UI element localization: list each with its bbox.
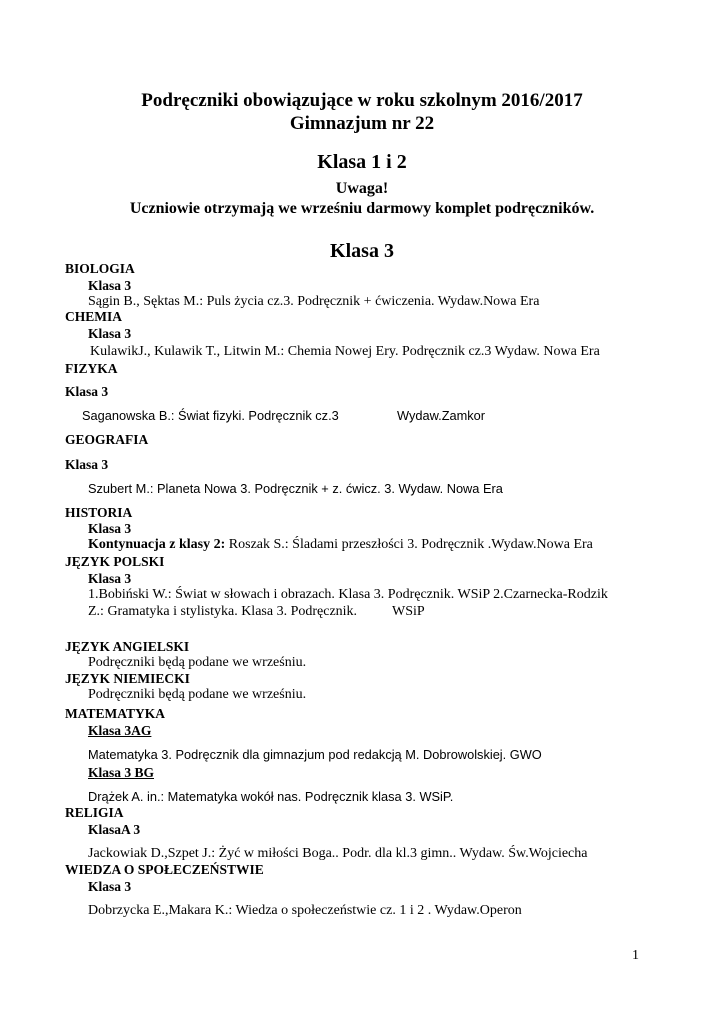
school-name: Gimnazjum nr 22	[289, 113, 435, 134]
matematyka-klasa-bg: Klasa 3 BG	[88, 765, 155, 780]
subject-niemiecki: JĘZYK NIEMIECKI	[65, 671, 190, 686]
notice-label: Uwaga!	[335, 180, 389, 197]
class-heading-3: Klasa 3	[330, 240, 394, 262]
chemia-book: KulawikJ., Kulawik T., Litwin M.: Chemia Nowej Ery. Podręcznik cz.3 Wydaw. Nowa Era	[90, 344, 600, 359]
polski-book-publisher: WSiP	[392, 604, 425, 619]
subject-angielski: JĘZYK ANGIELSKI	[65, 639, 190, 654]
geografia-klasa: Klasa 3	[65, 457, 109, 472]
wos-book: Dobrzycka E.,Makara K.: Wiedza o społeczeństwie cz. 1 i 2 . Wydaw.Operon	[88, 903, 522, 918]
subject-fizyka: FIZYKA	[65, 361, 118, 376]
matematyka-book-ag: Matematyka 3. Podręcznik dla gimnazjum pod redakcją M. Dobrowolskiej. GWO	[88, 747, 542, 762]
chemia-klasa: Klasa 3	[88, 326, 132, 341]
niemiecki-note: Podręczniki będą podane we wrześniu.	[88, 687, 307, 702]
class-heading-1-2: Klasa 1 i 2	[317, 151, 407, 173]
fizyka-klasa: Klasa 3	[65, 384, 109, 399]
historia-book-line	[88, 537, 593, 553]
subject-geografia: GEOGRAFIA	[65, 432, 149, 447]
matematyka-book-bg: Drążek A. in.: Matematyka wokół nas. Podręcznik klasa 3. WSiP.	[88, 789, 454, 804]
wos-klasa: Klasa 3	[88, 879, 132, 894]
religia-klasa: KlasaA 3	[88, 822, 141, 837]
subject-biologia: BIOLOGIA	[65, 261, 135, 276]
historia-book: Roszak S.: Śladami przeszłości 3. Podręcznik .Wydaw.Nowa Era	[225, 537, 593, 552]
polski-book-line2: Z.: Gramatyka i stylistyka. Klasa 3. Podręcznik.	[88, 604, 358, 619]
subject-wos: WIEDZA O SPOŁECZEŃSTWIE	[65, 862, 264, 877]
fizyka-book: Saganowska B.: Świat fizyki. Podręcznik cz.3	[82, 408, 339, 423]
subject-chemia: CHEMIA	[65, 309, 122, 324]
angielski-note: Podręczniki będą podane we wrześniu.	[88, 655, 307, 670]
religia-book: Jackowiak D.,Szpet J.: Żyć w miłości Boga.. Podr. dla kl.3 gimn.. Wydaw. Św.Wojciecha	[88, 846, 588, 861]
polski-book-line1: 1.Bobiński W.: Świat w słowach i obrazach. Klasa 3. Podręcznik. WSiP 2.Czarnecka-Rodzik	[88, 587, 608, 602]
subject-religia: RELIGIA	[65, 805, 124, 820]
subject-polski: JĘZYK POLSKI	[65, 554, 165, 569]
matematyka-klasa-ag: Klasa 3AG	[88, 723, 152, 738]
geografia-book: Szubert M.: Planeta Nowa 3. Podręcznik + z. ćwicz. 3. Wydaw. Nowa Era	[88, 481, 503, 496]
subject-matematyka: MATEMATYKA	[65, 706, 165, 721]
subject-historia: HISTORIA	[65, 505, 133, 520]
page-title: Podręczniki obowiązujące w roku szkolnym 2016/2017	[141, 90, 583, 111]
fizyka-publisher: Wydaw.Zamkor	[397, 408, 486, 423]
biologia-klasa: Klasa 3	[88, 278, 132, 293]
biologia-book: Sągin B., Sęktas M.: Puls życia cz.3. Podręcznik + ćwiczenia. Wydaw.Nowa Era	[88, 294, 540, 309]
polski-klasa: Klasa 3	[88, 571, 132, 586]
notice-text: Uczniowie otrzymają we wrześniu darmowy komplet podręczników.	[129, 200, 595, 217]
historia-klasa: Klasa 3	[88, 521, 132, 536]
page-number: 1	[632, 948, 639, 963]
historia-continuation-label: Kontynuacja z klasy 2:	[88, 537, 226, 552]
